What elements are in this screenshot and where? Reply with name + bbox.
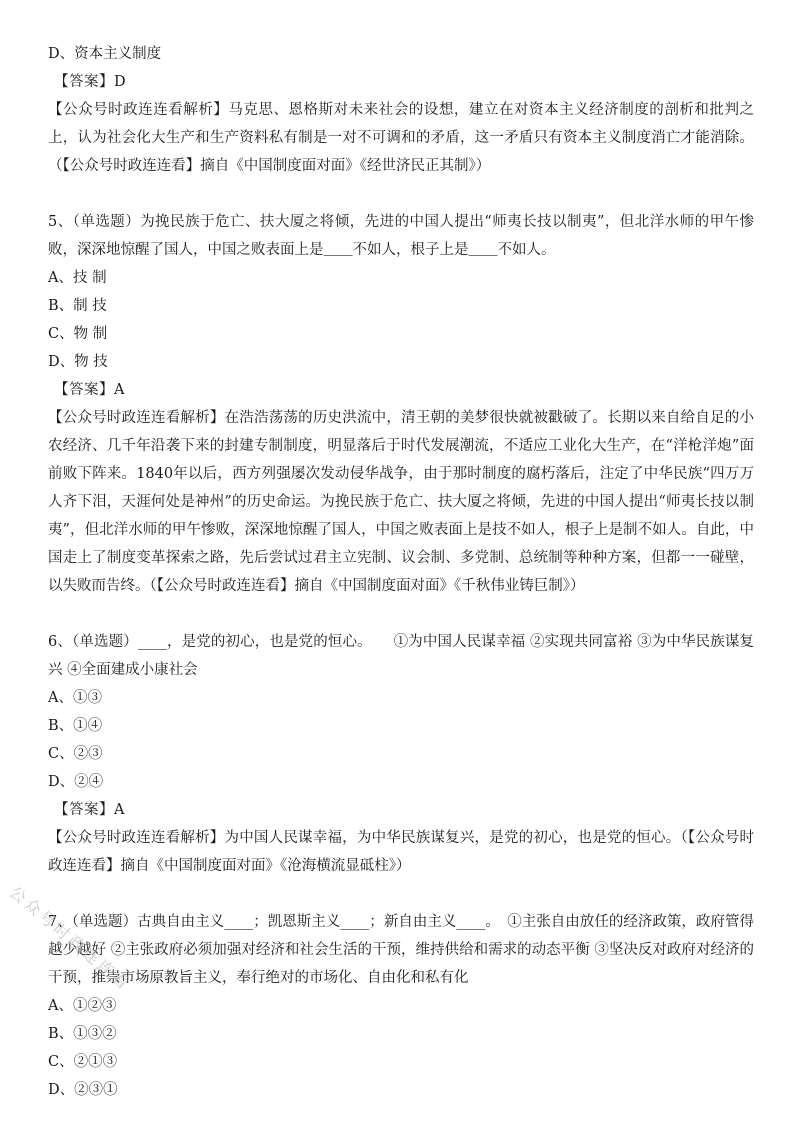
spacer xyxy=(48,180,754,208)
q6-analysis: 【公众号时政连连看解析】为中国人民谋幸福，为中华民族谋复兴，是党的初心，也是党的恒心。（【公众号时政连连看】摘自《中国制度面对面》《沧海横流显砥柱》） xyxy=(48,830,754,874)
q6-option-a: A、①③ xyxy=(48,690,102,706)
q6-stem: 6、（单选题）____，是党的初心，也是党的恒心。 ①为中国人民谋幸福 ②实现共同富裕 ③为中华民族谋复兴 ④全面建成小康社会 xyxy=(48,634,754,678)
q5-analysis: 【公众号时政连连看解析】在浩浩荡荡的历史洪流中，清王朝的美梦很快就被戳破了。长期以来自给自足的小农经济、几千年沿袭下来的封建专制制度，明显落后于时代发展潮流，不适应工业化大生产，在“洋枪洋炮”面前败下阵来。1840年以后，西方列强屡次发动侵华战争，由于那时制度的腐朽落后，注定了中华民族“四万万人齐下泪，天涯何处是神州”的历史命运。为挽民族于危亡、扶大厦之将倾，先进的中国人提出“师夷长技以制夷”，但北洋水师的甲午惨败，深深地惊醒了国人，中国之败表面上是技不如人，根子上是制不如人。自此，中国走上了制度变革探索之路，先后尝试过君主立宪制、议会制、多党制、总统制等种种方案，但都一一碰壁，以失败而告终。（【公众号时政连连看】摘自《中国制度面对面》《千秋伟业铸巨制》） xyxy=(48,410,754,594)
document-page xyxy=(48,40,754,1104)
q6-option-d: D、②④ xyxy=(48,774,104,790)
q5-option-a: A、技 制 xyxy=(48,270,107,286)
q4-answer: 【答案】D xyxy=(54,74,127,90)
q7-option-c: C、②①③ xyxy=(48,1054,118,1070)
q5-stem: 5、（单选题）为挽民族于危亡、扶大厦之将倾，先进的中国人提出“师夷长技以制夷”，但北洋水师的甲午惨败，深深地惊醒了国人，中国之败表面上是＿＿不如人，根子上是＿＿不如人。 xyxy=(48,214,754,258)
q7-option-d: D、②③① xyxy=(48,1082,118,1098)
q6-option-b: B、①④ xyxy=(48,718,103,734)
q7-option-a: A、①②③ xyxy=(48,998,117,1014)
q6-answer: 【答案】A xyxy=(54,802,125,818)
q5-option-b: B、制 技 xyxy=(48,298,107,314)
q4-analysis: 【公众号时政连连看解析】马克思、恩格斯对未来社会的设想，建立在对资本主义经济制度的剖析和批判之上，认为社会化大生产和生产资料私有制是一对不可调和的矛盾，这一矛盾只有资本主义制度消亡才能消除。（【公众号时政连连看】摘自《中国制度面对面》《经世济民正其制》） xyxy=(48,102,754,174)
q5-option-c: C、物 制 xyxy=(48,326,108,342)
watermark-text: 公众号时政连连看 xyxy=(5,882,135,995)
q4-option-d: D、资本主义制度 xyxy=(48,46,162,62)
q7-option-b: B、①③② xyxy=(48,1026,117,1042)
q5-option-d: D、物 技 xyxy=(48,354,108,370)
q7-stem: 7、（单选题）古典自由主义____；凯恩斯主义____；新自由主义____。 ①主张自由放任的经济政策，政府管得越少越好 ②主张政府必须加强对经济和社会生活的干预，维持供给和需求的动态平衡 ③坚决反对政府对经济的干预，推崇市场原教旨主义，奉行绝对的市场化、自由化和私有化 xyxy=(48,914,754,986)
q5-answer: 【答案】A xyxy=(54,382,125,398)
spacer xyxy=(48,880,754,908)
q6-option-c: C、②③ xyxy=(48,746,103,762)
spacer xyxy=(48,600,754,628)
